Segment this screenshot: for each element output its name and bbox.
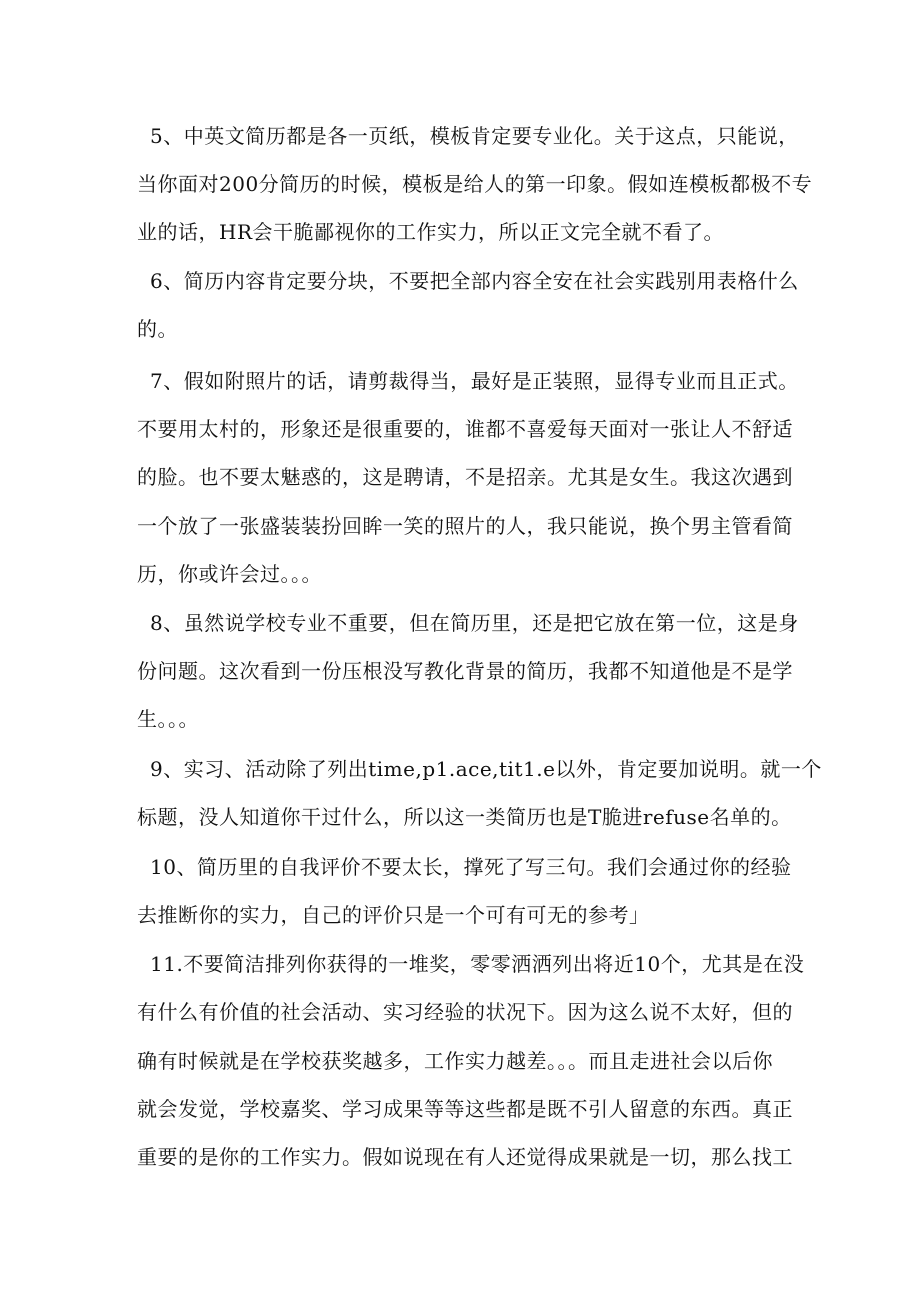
text-line: 一个放了一张盛装装扮回眸一笑的照片的人，我只能说，换个男主管看简 xyxy=(137,514,793,538)
text-line: 当你面对200分简历的时候，模板是给人的第一印象。假如连模板都极不专 xyxy=(137,172,813,196)
text-line: 确有时候就是在学校获奖越多，工作实力越差。。。而且走进社会以后你 xyxy=(137,1049,773,1073)
text-line: 生。。。 xyxy=(137,707,199,731)
text-line: 重要的是你的工作实力。假如说现在有人还觉得成果就是一切，那么找工 xyxy=(137,1145,793,1169)
text-line: 标题，没人知道你干过什么，所以这一类简历也是T脆进refuse名单的。 xyxy=(137,805,792,829)
text-line: 就会发觉，学校嘉奖、学习成果等等这些都是既不引人留意的东西。真正 xyxy=(137,1097,793,1121)
text-line: 份问题。这次看到一份压根没写教化背景的简历，我都不知道他是不是学 xyxy=(137,659,793,683)
text-line: 8、虽然说学校专业不重要，但在简历里，还是把它放在第一位，这是身 xyxy=(150,611,799,635)
text-line: 业的话，HR会干脆鄙视你的工作实力，所以正文完全就不看了。 xyxy=(137,220,724,244)
text-line: 有什么有价值的社会活动、实习经验的状况下。因为这么说不太好，但的 xyxy=(137,1000,793,1024)
text-line: 7、假如附照片的话，请剪裁得当，最好是正装照，显得专业而且正式。 xyxy=(150,369,799,393)
text-line: 历，你或许会过。。。 xyxy=(137,562,322,586)
text-line: 6、简历内容肯定要分块，不要把全部内容全安在社会实践别用表格什么 xyxy=(150,269,799,293)
text-line: 去推断你的实力，自己的评价只是一个可有可无的参考」 xyxy=(137,903,650,927)
text-line: 的脸。也不要太魅惑的，这是聘请，不是招亲。尤其是女生。我这次遇到 xyxy=(137,465,793,489)
text-line: 10、简历里的自我评价不要太长，撑死了写三句。我们会通过你的经验 xyxy=(150,855,792,879)
text-line: 5、中英文简历都是各一页纸，模板肯定要专业化。关于这点，只能说， xyxy=(150,124,799,148)
text-line: 的。 xyxy=(137,317,178,341)
text-line: 11.不要简洁排列你获得的一堆奖，零零洒洒列出将近10个，尤其是在没 xyxy=(150,952,805,976)
text-line: 9、实习、活动除了列出time,p1.ace,tit1.e以外，肯定要加说明。就一个 xyxy=(150,757,822,781)
text-line: 不要用太村的，形象还是很重要的，谁都不喜爱每天面对一张让人不舒适 xyxy=(137,417,793,441)
